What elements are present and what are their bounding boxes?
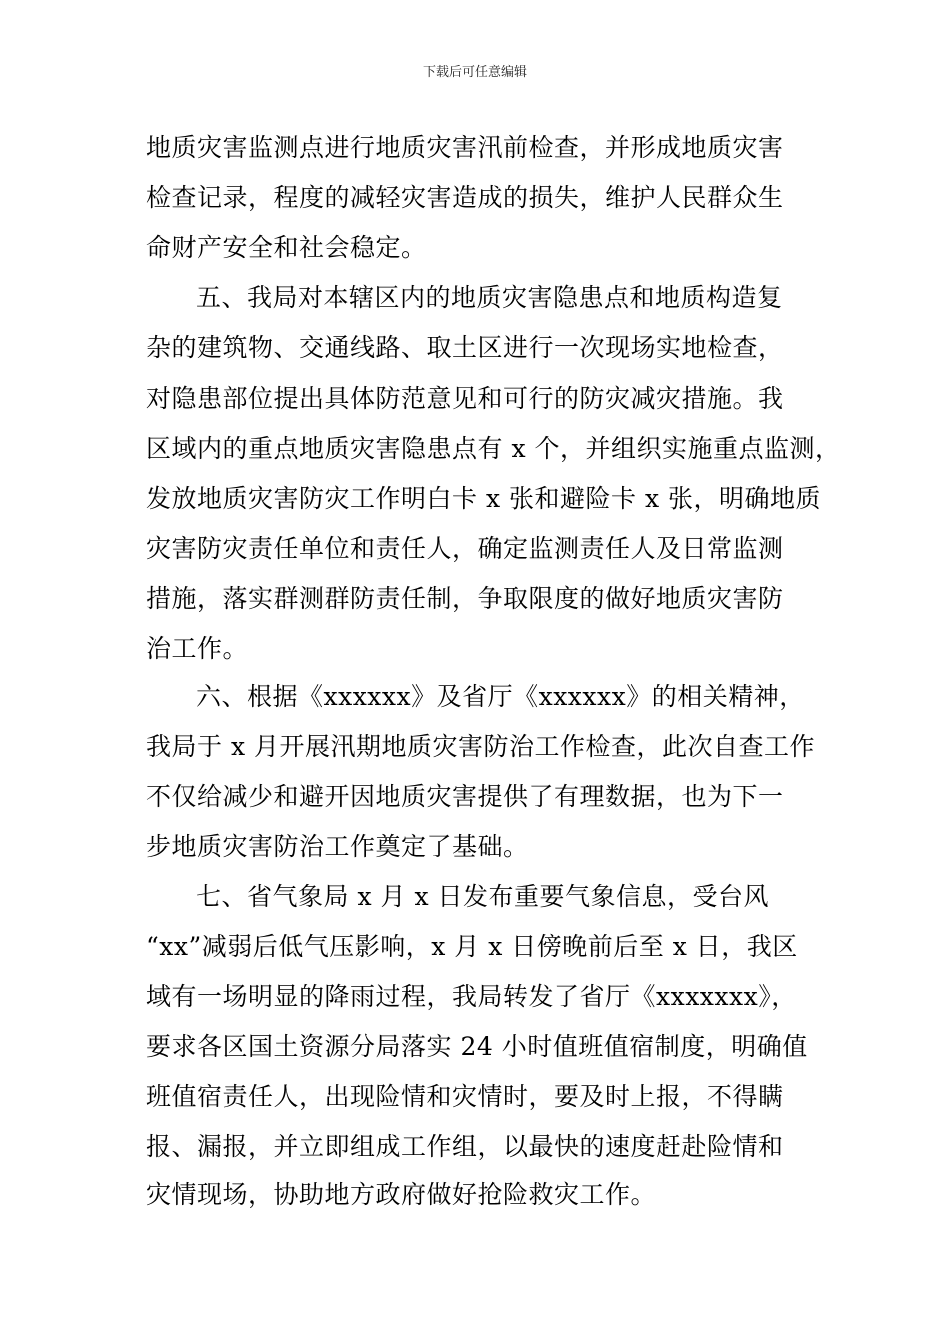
text-line: “xx”减弱后低气压影响，x 月 x 日傍晚前后至 x 日，我区 [146,932,798,961]
text-line: 报、漏报，并立即组成工作组，以最快的速度赶赴险情和 [146,1132,784,1161]
text-line: 灾情现场，协助地方政府做好抢险救灾工作。 [146,1180,657,1209]
text-line: 步地质灾害防治工作奠定了基础。 [146,832,529,861]
page-header: 下载后可任意编辑 [422,65,527,80]
text-line: 五、我局对本辖区内的地质灾害隐患点和地质构造复 [196,283,783,312]
text-line: 命财产安全和社会稳定。 [146,233,427,262]
text-line: 区域内的重点地质灾害隐患点有 x 个，并组织实施重点监测， [146,434,841,463]
text-line: 不仅给减少和避开因地质灾害提供了有理数据，也为下一 [146,782,784,811]
text-line: 对隐患部位提出具体防范意见和可行的防灾减灾措施。我 [146,384,784,413]
text-line: 治工作。 [146,634,249,663]
text-line: 班值宿责任人，出现险情和灾情时，要及时上报，不得瞒 [146,1082,784,1111]
text-line: 七、省气象局 x 月 x 日发布重要气象信息，受台风 [196,882,769,911]
text-line: 检查记录，程度的减轻灾害造成的损失，维护人民群众生 [146,183,784,212]
text-line: 杂的建筑物、交通线路、取土区进行一次现场实地检查， [146,333,784,362]
text-line: 灾害防灾责任单位和责任人，确定监测责任人及日常监测 [146,534,784,563]
text-line: 要求各区国土资源分局落实 24 小时值班值宿制度，明确值 [146,1032,808,1061]
text-line: 地质灾害监测点进行地质灾害汛前检查，并形成地质灾害 [146,133,784,162]
text-line: 域有一场明显的降雨过程，我局转发了省厅《xxxxxxx》， [146,982,797,1011]
text-line: 我局于 x 月开展汛期地质灾害防治工作检查，此次自查工作 [146,732,815,761]
text-line: 发放地质灾害防灾工作明白卡 x 张和避险卡 x 张，明确地质 [146,484,821,513]
text-line: 六、根据《xxxxxx》及省厅《xxxxxx》的相关精神， [196,682,805,711]
text-line: 措施，落实群测群防责任制，争取限度的做好地质灾害防 [146,584,784,613]
